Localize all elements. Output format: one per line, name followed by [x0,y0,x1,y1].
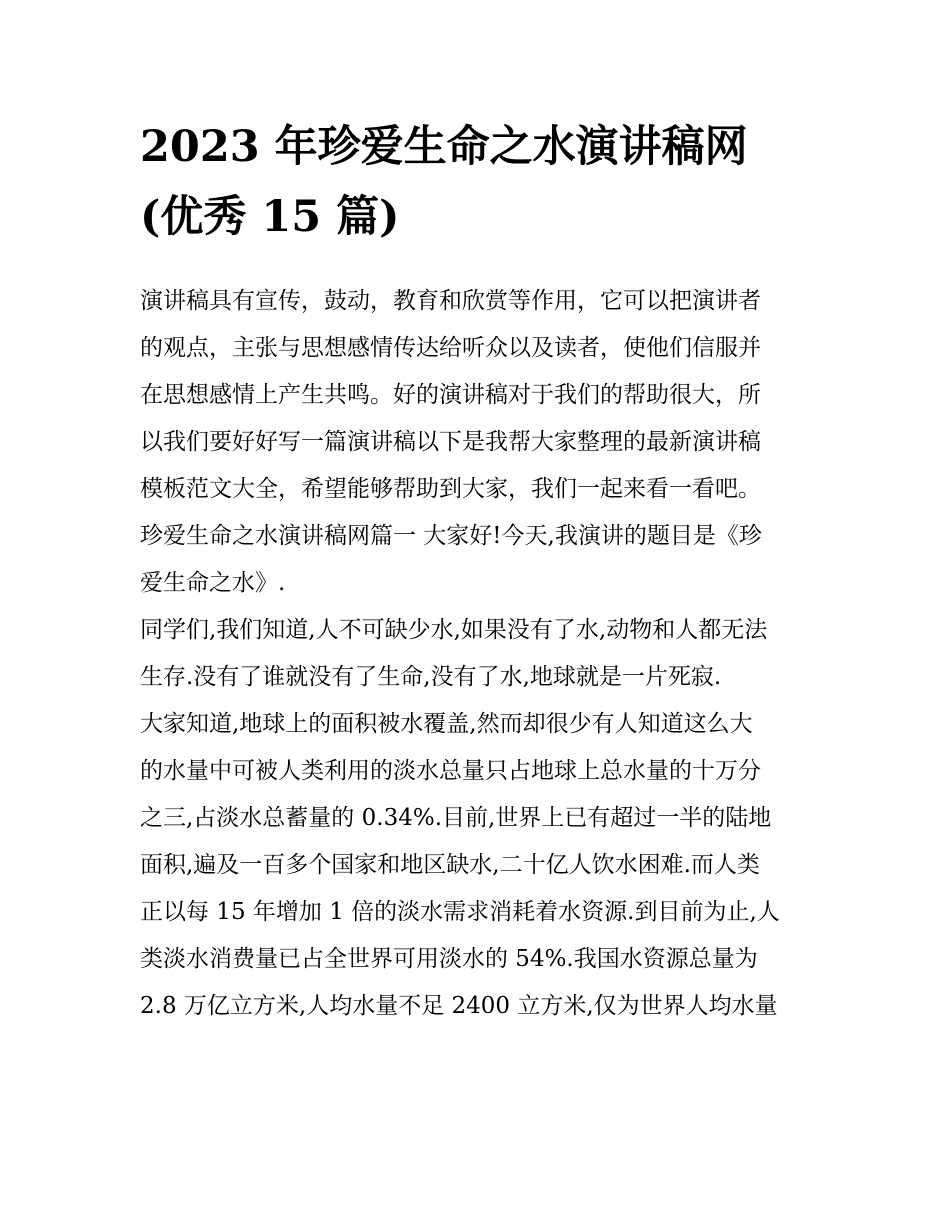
text-line: 类淡水消费量已占全世界可用淡水的 54%.我国水资源总量为 [140,946,758,972]
document-title [140,112,820,252]
text-line: 演讲稿具有宣传，鼓动，教育和欣赏等作用，它可以把演讲者 [140,288,761,314]
text-line: 珍爱生命之水演讲稿网篇一 大家好!今天,我演讲的题目是《珍 [140,523,762,549]
text-line: 之三,占淡水总蓄量的 0.34%.目前,世界上已有超过一半的陆地 [140,805,772,831]
text-line: 的水量中可被人类利用的淡水总量只占地球上总水量的十万分 [140,758,761,784]
text-line: 在思想感情上产生共鸣。好的演讲稿对于我们的帮助很大，所 [140,382,761,408]
text-line: 以我们要好好写一篇演讲稿以下是我帮大家整理的最新演讲稿 [140,429,761,455]
body-text [140,278,830,1030]
text-line: 面积,遍及一百多个国家和地区缺水,二十亿人饮水困难.而人类 [140,852,760,878]
text-line: 同学们,我们知道,人不可缺少水,如果没有了水,动物和人都无法 [140,617,768,643]
title-line-1: 2023 年珍爱生命之水演讲稿网 [140,122,748,172]
text-line: 爱生命之水》. [140,570,286,596]
text-line: 模板范文大全，希望能够帮助到大家，我们一起来看一看吧。 [140,476,761,502]
text-line: 2.8 万亿立方米,人均水量不足 2400 立方米,仅为世界人均水量 [140,993,778,1019]
text-line: 大家知道,地球上的面积被水覆盖,然而却很少有人知道这么大 [140,711,753,737]
text-line: 生存.没有了谁就没有了生命,没有了水,地球就是一片死寂. [140,664,722,690]
title-line-2: (优秀 15 篇) [140,192,400,242]
text-line: 正以每 15 年增加 1 倍的淡水需求消耗着水资源.到目前为止,人 [140,899,780,925]
text-line: 的观点，主张与思想感情传达给听众以及读者，使他们信服并 [140,335,761,361]
